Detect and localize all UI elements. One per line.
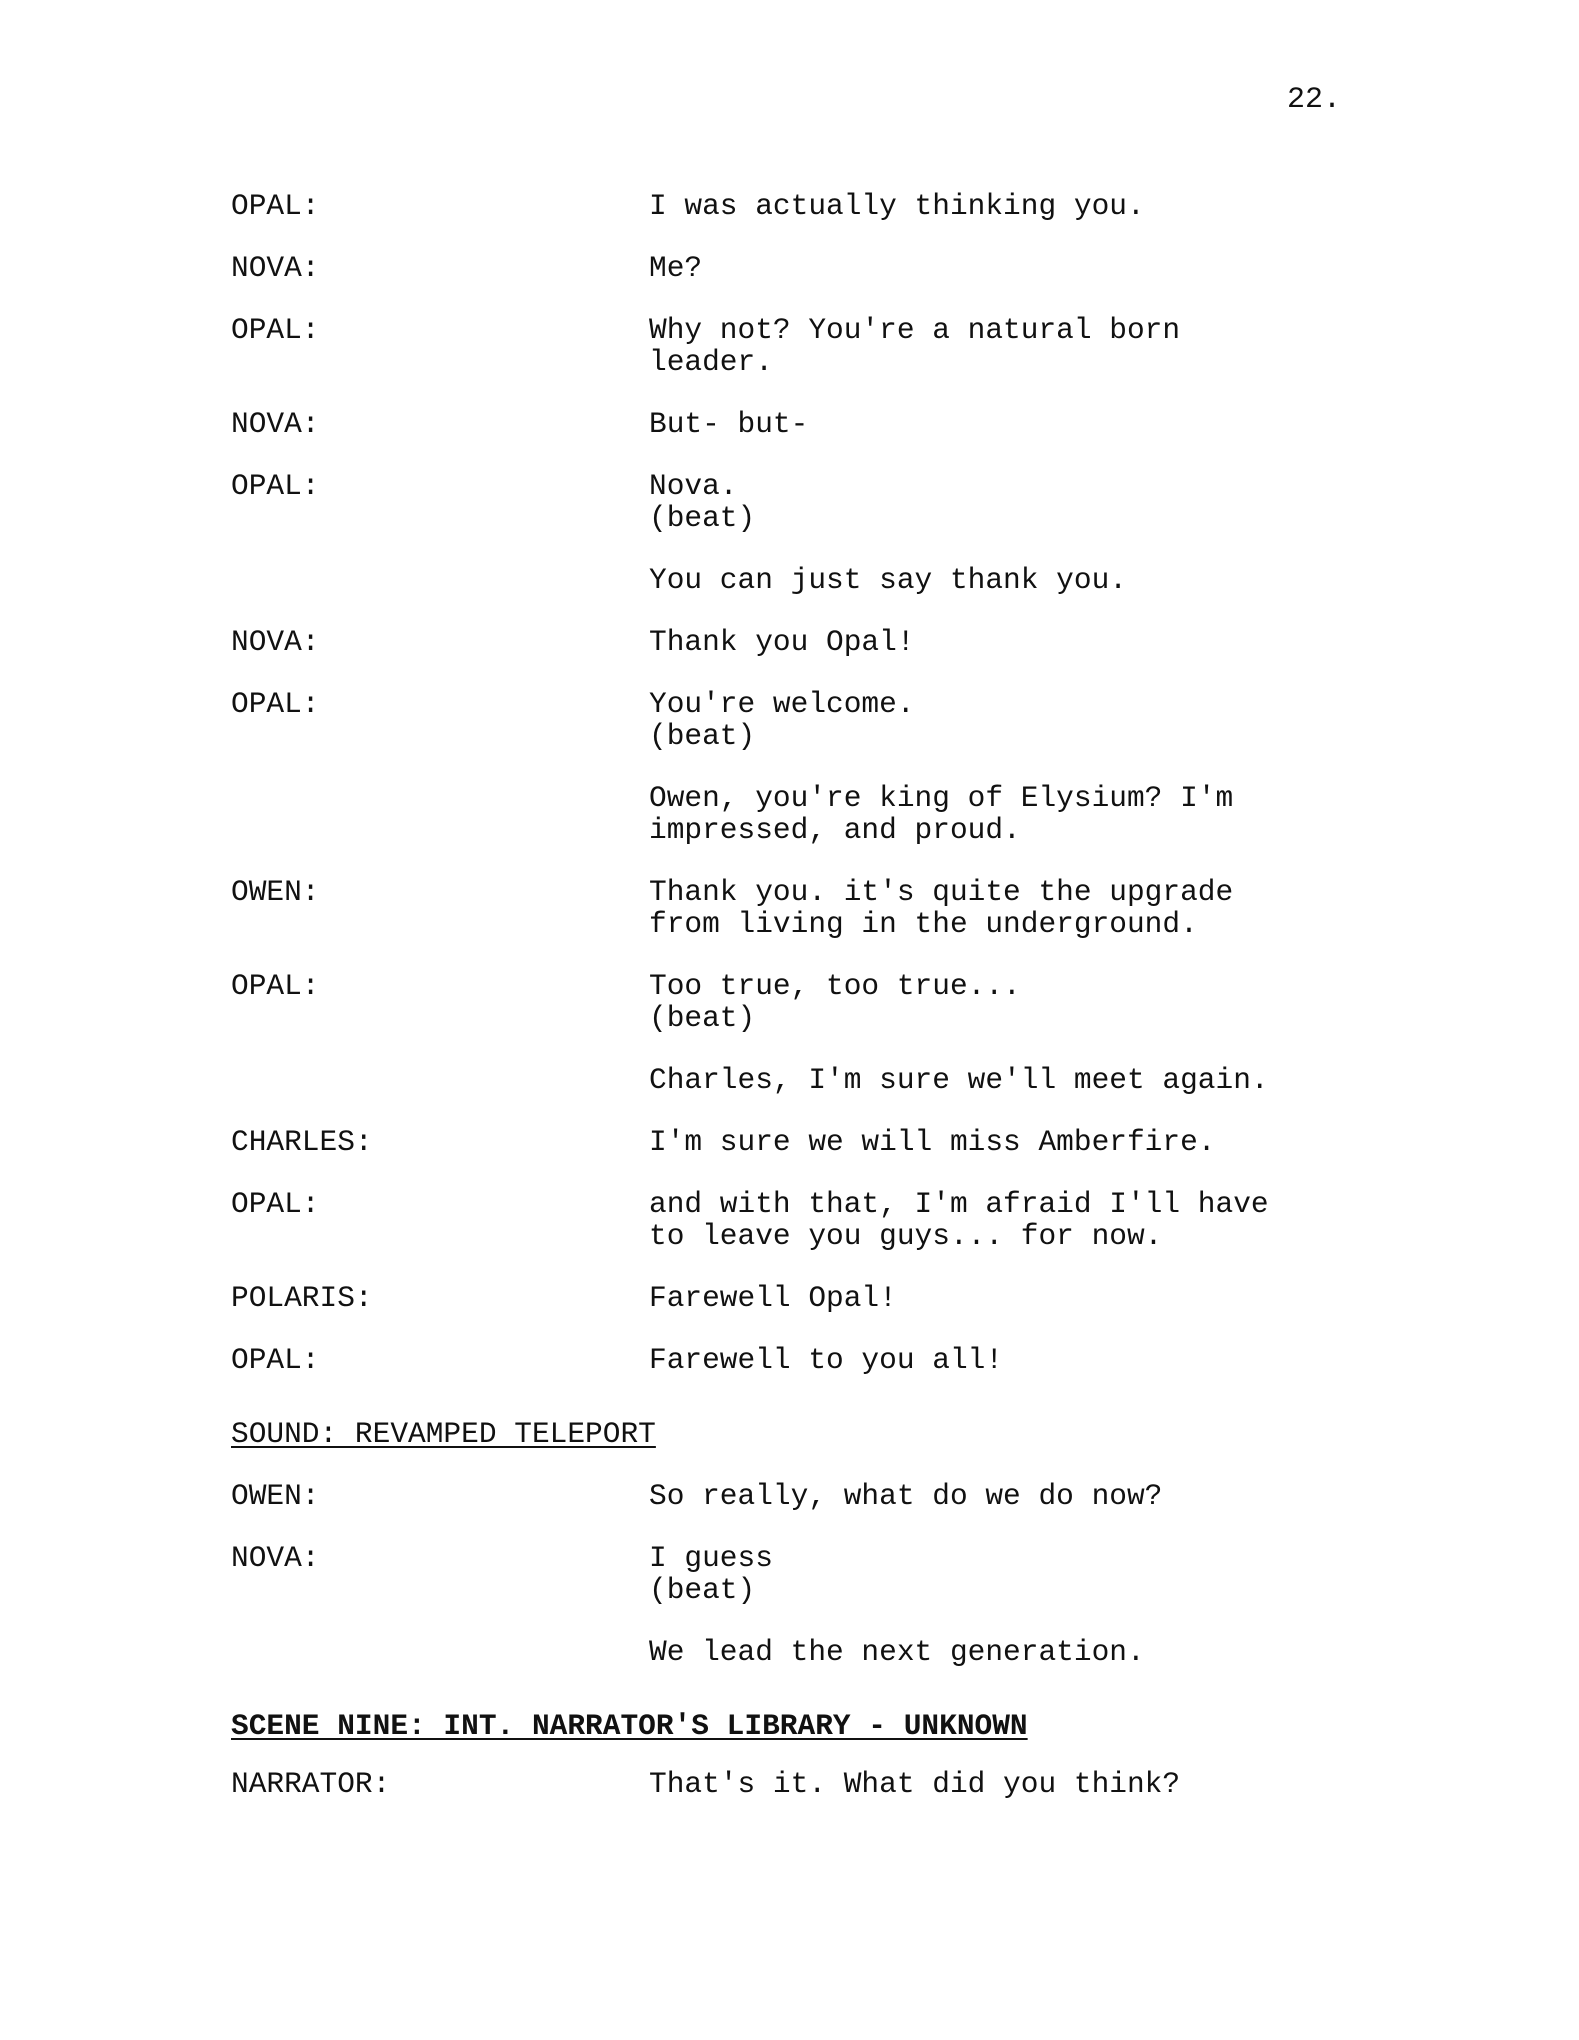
script-body [231, 190, 1361, 1830]
dialogue-block [231, 564, 1361, 596]
character-name [231, 564, 649, 596]
dialogue-block [231, 1344, 1361, 1376]
dialogue-text [649, 1480, 1361, 1512]
dialogue-block [231, 782, 1361, 846]
dialogue-line: from living in the underground. [649, 907, 1198, 941]
character-name: OWEN: [231, 1479, 320, 1513]
dialogue-line: Thank you. it's quite the upgrade [649, 875, 1234, 909]
dialogue-text [649, 876, 1361, 940]
dialogue-block [231, 1768, 1361, 1800]
dialogue-text [649, 1282, 1361, 1314]
dialogue-line: Too true, too true... [649, 969, 1021, 1003]
scene-heading: SCENE NINE: INT. NARRATOR'S LIBRARY - UNKNOWN [231, 1709, 1028, 1743]
dialogue-block [231, 470, 1361, 534]
dialogue-text [649, 970, 1361, 1034]
character-name: OPAL: [231, 189, 320, 223]
sound-cue: SOUND: REVAMPED TELEPORT [231, 1417, 656, 1451]
dialogue-line: Nova. [649, 469, 738, 503]
dialogue-text [649, 470, 1361, 534]
dialogue-line: leader. [649, 345, 773, 379]
character-name: OPAL: [231, 1187, 320, 1221]
dialogue-text [649, 688, 1361, 752]
dialogue-line: I was actually thinking you. [649, 189, 1145, 223]
dialogue-text [649, 190, 1361, 222]
dialogue-line: Why not? You're a natural born [649, 313, 1181, 347]
dialogue-block [231, 1542, 1361, 1606]
dialogue-block [231, 970, 1361, 1034]
dialogue-text [649, 782, 1361, 846]
character-name: OPAL: [231, 687, 320, 721]
character-name: NOVA: [231, 251, 320, 285]
dialogue-line: Owen, you're king of Elysium? I'm [649, 781, 1234, 815]
dialogue-block [231, 1480, 1361, 1512]
character-name: NOVA: [231, 625, 320, 659]
character-name [231, 1636, 649, 1668]
character-name: POLARIS: [231, 1281, 373, 1315]
dialogue-text [649, 1344, 1361, 1376]
dialogue-line: (beat) [649, 501, 756, 535]
character-name: OPAL: [231, 969, 320, 1003]
dialogue-text [649, 1188, 1361, 1252]
dialogue-line: Farewell to you all! [649, 1343, 1004, 1377]
dialogue-text [649, 626, 1361, 658]
dialogue-block [231, 314, 1361, 378]
dialogue-text [649, 564, 1361, 596]
dialogue-block [231, 1126, 1361, 1158]
dialogue-block [231, 1064, 1361, 1096]
dialogue-text [649, 1636, 1361, 1668]
dialogue-block [231, 688, 1361, 752]
dialogue-line: But- but- [649, 407, 809, 441]
dialogue-line: (beat) [649, 1001, 756, 1035]
dialogue-line: Thank you Opal! [649, 625, 915, 659]
dialogue-line: and with that, I'm afraid I'll have [649, 1187, 1269, 1221]
dialogue-text [649, 252, 1361, 284]
dialogue-block [231, 1636, 1361, 1668]
dialogue-text [649, 1064, 1361, 1096]
dialogue-text [649, 1768, 1361, 1800]
page-number: 22. [1286, 83, 1341, 117]
dialogue-text [649, 1126, 1361, 1158]
dialogue-block [231, 876, 1361, 940]
dialogue-line: to leave you guys... for now. [649, 1219, 1163, 1253]
dialogue-line: I'm sure we will miss Amberfire. [649, 1125, 1216, 1159]
character-name: OPAL: [231, 313, 320, 347]
dialogue-text [649, 408, 1361, 440]
dialogue-block [231, 1282, 1361, 1314]
dialogue-line: We lead the next generation. [649, 1635, 1145, 1669]
character-name [231, 782, 649, 846]
character-name: CHARLES: [231, 1125, 373, 1159]
dialogue-line: You can just say thank you. [649, 563, 1127, 597]
dialogue-line: (beat) [649, 719, 756, 753]
dialogue-line: Charles, I'm sure we'll meet again. [649, 1063, 1269, 1097]
dialogue-block [231, 408, 1361, 440]
dialogue-line: Farewell Opal! [649, 1281, 897, 1315]
character-name: OPAL: [231, 469, 320, 503]
dialogue-line: (beat) [649, 1573, 756, 1607]
dialogue-text [649, 314, 1361, 378]
dialogue-block [231, 252, 1361, 284]
dialogue-line: I guess [649, 1541, 773, 1575]
character-name: NOVA: [231, 407, 320, 441]
dialogue-block [231, 626, 1361, 658]
character-name: OPAL: [231, 1343, 320, 1377]
dialogue-line: That's it. What did you think? [649, 1767, 1181, 1801]
character-name: NOVA: [231, 1541, 320, 1575]
dialogue-line: So really, what do we do now? [649, 1479, 1163, 1513]
dialogue-line: You're welcome. [649, 687, 915, 721]
dialogue-block [231, 1188, 1361, 1252]
character-name [231, 1064, 649, 1096]
dialogue-line: Me? [649, 251, 703, 285]
dialogue-text [649, 1542, 1361, 1606]
dialogue-line: impressed, and proud. [649, 813, 1021, 847]
dialogue-block [231, 190, 1361, 222]
character-name: NARRATOR: [231, 1767, 391, 1801]
character-name: OWEN: [231, 875, 320, 909]
